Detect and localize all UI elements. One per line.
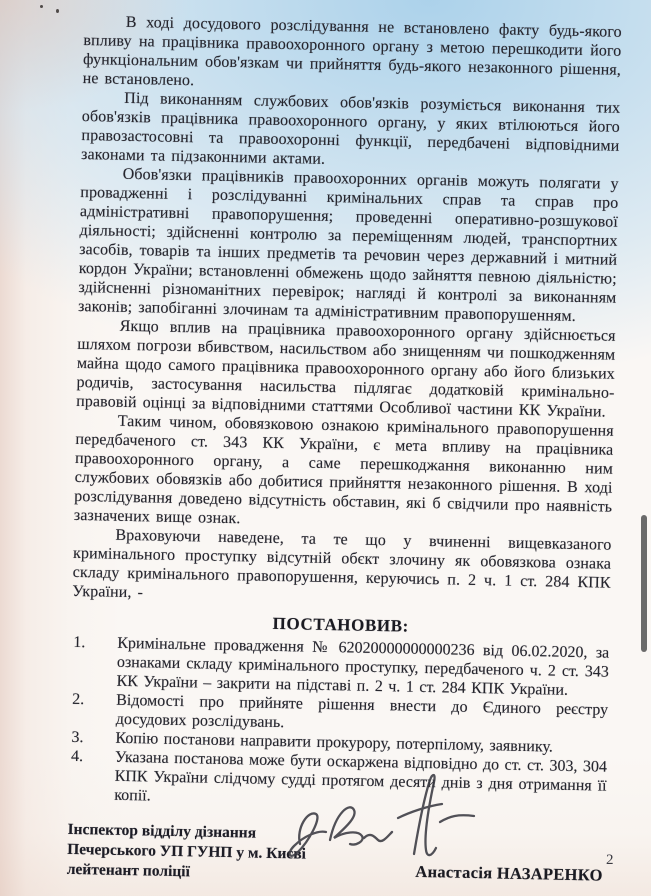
signer-position-line: Інспектор відділу дізнання bbox=[67, 820, 257, 842]
paragraph: Таким чином, обовязковою ознакою кримінального правопорушення передбаченого ст. 343 КК України, є мета впливу на працівника правоохоронного органу, а саме перешкоджання виконанню ним службових обовязків або добитися прийняття незаконного рішення. В ході розслідування доведено відсутність обставин, які б свідчили про наявність зазначених вище ознак. bbox=[73, 412, 614, 528]
document-body bbox=[67, 12, 622, 891]
resolution-item bbox=[68, 747, 607, 815]
resolution-list bbox=[68, 633, 609, 815]
item-text: Відомості про прийняте рішення внести до Єдиного реєстру досудових розслідувань. bbox=[115, 691, 609, 732]
item-number: 2. bbox=[72, 690, 85, 709]
resolution-item bbox=[70, 633, 609, 701]
paragraph: Обов'язки працівників правоохоронних органів можуть полягати у провадженні і розслідуванні кримінальних справ та справ про адміністративні правопорушення; проведенні оперативно-розшукової діяльності; здійсненні контролю за переміщенням людей, транспортних засобів, товарів та інших предметів та речовин через державний і митний кордон України; встановленні обмежень щодо зайняття певною діяльністю; здійсненні різноманітних перевірок; нагляді й контролі за виконанням законів; запобіганні злочинам та адміністративним правопорушенням. bbox=[77, 165, 619, 325]
scrollbar-thumb[interactable] bbox=[641, 515, 647, 652]
scan-speck-icon bbox=[40, 5, 43, 8]
signature-block bbox=[67, 820, 606, 891]
signer-position-line: лейтенант поліції bbox=[66, 860, 191, 881]
resolution-heading: ПОСТАНОВИВ: bbox=[272, 613, 410, 636]
item-text: Указана постанова може бути оскаржена відповідно до ст. ст. 303, 304 КПК України слідчому судді протягом десяти днів з дня отримання її копії. bbox=[114, 748, 608, 805]
signer-position bbox=[67, 820, 336, 885]
item-text: Кримінальне провадження № 62020000000000236 від 06.02.2020, за ознаками складу кримінального проступку, передбаченого ч. 2 ст. 343 КК України – закрити на підставі п. 2 ч. 1 ст. 284 КПК України. bbox=[116, 634, 610, 699]
paragraph: Враховуючи наведене, та те що у вчиненні вищевказаного кримінального проступку відсутній обєкт злочину як обовязкова ознака складу кримінального правопорушення, керуючись п. 2 ч. 1 ст. 284 КПК України, - bbox=[72, 526, 612, 602]
scan-speck-icon bbox=[56, 9, 59, 13]
paragraph: Якщо вплив на працівника правоохоронного органу здійснюється шляхом погрози вбивством, насильством або знищенням чи пошкодженням майна щодо самого працівника правоохоронного органу або його близьких родичів, застосування насильства підлягає додатковій кримінально-правовій оцінці за відповідними статтями Особливої частини КК України. bbox=[76, 317, 616, 421]
signer-name: Анастасія НАЗАРЕНКО bbox=[415, 861, 603, 885]
paragraph: Під виконанням службових обов'язків розуміється виконання тих обов'язків працівника правоохоронного органу, у яких втілюються його правозастосовні та правоохоронні функції, передбачені відповідними законами та підзаконними актами. bbox=[80, 89, 621, 168]
item-number: 1. bbox=[73, 633, 86, 652]
item-number: 3. bbox=[71, 728, 84, 747]
item-number: 4. bbox=[70, 747, 84, 766]
page-number: 2 bbox=[606, 852, 614, 868]
signer-position-line: Печерського УП ГУНП у м. Кисві bbox=[67, 840, 307, 863]
item-text: Копію постанови направити прокурору, потерпілому, заявнику. bbox=[115, 729, 554, 756]
paragraph: В ході досудового розслідування не встановлено факту будь-якого впливу на працівника правоохоронного органу з метою перешкодити його функціональним обов'язкам чи прийняття будь-якого незаконного рішення, не встановлено. bbox=[82, 13, 622, 90]
